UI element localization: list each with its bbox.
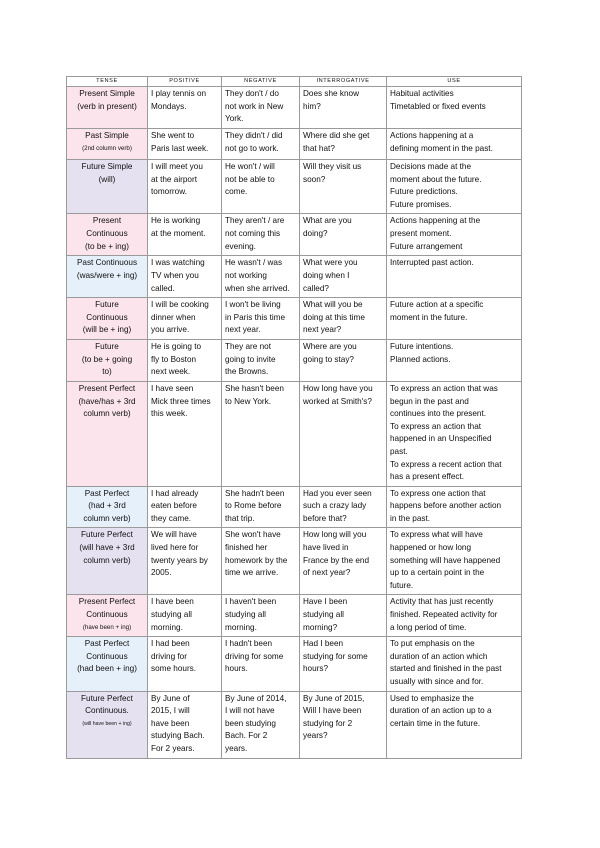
use-line: To express an action that was — [390, 383, 498, 393]
use-line: Future intentions. — [390, 342, 454, 352]
negative-cell — [222, 129, 300, 160]
tense-cell — [67, 691, 148, 758]
table-row — [67, 595, 522, 637]
interrogative-cell — [300, 528, 387, 595]
positive-line: For 2 years. — [151, 743, 195, 753]
use-line: something will have happened — [390, 555, 501, 565]
positive-line: they came. — [151, 513, 192, 523]
tenses-table — [66, 76, 522, 759]
header-negative: NEGATIVE — [222, 77, 300, 87]
header-tense: TENSE — [67, 77, 148, 87]
table-row — [67, 256, 522, 298]
table-row — [67, 381, 522, 486]
positive-cell — [148, 381, 222, 486]
interrogative-line: doing? — [303, 228, 328, 238]
positive-line: 2015, I will — [151, 706, 190, 716]
negative-cell — [222, 256, 300, 298]
use-line: To express an action that — [390, 421, 482, 431]
tense-line: (to be + going — [81, 354, 133, 364]
use-cell — [387, 340, 522, 382]
positive-line: TV when you — [151, 270, 199, 280]
use-line: has a present effect. — [390, 472, 465, 482]
tense-line: Future — [95, 300, 119, 310]
negative-line: He won't / will — [225, 162, 275, 171]
positive-cell — [148, 129, 222, 160]
interrogative-line: such a crazy lady — [303, 501, 367, 511]
tense-cell — [67, 160, 148, 214]
interrogative-cell — [300, 129, 387, 160]
negative-line: going to invite — [225, 354, 276, 364]
use-cell — [387, 381, 522, 486]
positive-line: have been — [151, 718, 190, 728]
table-row — [67, 486, 522, 528]
interrogative-line: called? — [303, 283, 329, 293]
interrogative-line: France by the end — [303, 555, 369, 565]
interrogative-line: Where are you — [303, 342, 357, 352]
negative-line: I will not have — [225, 706, 275, 716]
interrogative-line: What are you — [303, 216, 352, 226]
tense-line: (had been + ing) — [77, 664, 137, 674]
positive-cell — [148, 214, 222, 256]
use-line: Decisions made at the — [390, 162, 472, 171]
interrogative-line: of next year? — [303, 568, 351, 578]
use-cell — [387, 298, 522, 340]
interrogative-line: have lived in — [303, 543, 349, 553]
table-row — [67, 160, 522, 214]
use-line: To put emphasis on the — [390, 639, 475, 649]
positive-line: Mick three times — [151, 396, 211, 406]
interrogative-line: years? — [303, 731, 328, 741]
positive-cell — [148, 691, 222, 758]
tense-cell — [67, 486, 148, 528]
negative-line: time we arrive. — [225, 568, 279, 578]
table-row — [67, 528, 522, 595]
use-line: continues into the present. — [390, 409, 487, 419]
interrogative-line: How long will you — [303, 530, 367, 540]
interrogative-line: next year? — [303, 325, 342, 335]
interrogative-line: before that? — [303, 513, 347, 523]
use-cell — [387, 160, 522, 214]
negative-cell — [222, 160, 300, 214]
table-row — [67, 129, 522, 160]
tense-cell — [67, 87, 148, 129]
negative-line: homework by the — [225, 555, 288, 565]
negative-cell — [222, 528, 300, 595]
interrogative-line: Will I have been — [303, 706, 362, 716]
tense-line: Continuous — [86, 651, 128, 661]
negative-line: to New York. — [225, 396, 271, 406]
negative-line: She won't have — [225, 530, 281, 540]
tense-cell — [67, 528, 148, 595]
use-line: started and finished in the past — [390, 664, 502, 674]
use-line: usually with since and for. — [390, 677, 484, 686]
positive-line: I was watching — [151, 258, 205, 268]
use-line: present moment. — [390, 228, 452, 238]
tense-line: Continuous. — [85, 706, 129, 716]
negative-line: York. — [225, 114, 244, 124]
negative-cell — [222, 595, 300, 637]
negative-line: not coming this — [225, 228, 281, 238]
positive-line: called. — [151, 283, 175, 293]
use-line: happens before another action — [390, 501, 502, 511]
interrogative-cell — [300, 256, 387, 298]
use-line: duration of an action which — [390, 651, 488, 661]
use-cell — [387, 691, 522, 758]
negative-line: not go to work. — [225, 143, 279, 153]
negative-line: morning. — [225, 622, 257, 632]
interrogative-cell — [300, 637, 387, 691]
use-line: up to a certain point in the — [390, 568, 485, 578]
negative-line: evening. — [225, 241, 256, 251]
use-line: in the past. — [390, 513, 431, 523]
table-row — [67, 214, 522, 256]
negative-cell — [222, 214, 300, 256]
use-line: Future action at a specific — [390, 300, 484, 310]
positive-line: Paris last week. — [151, 143, 209, 153]
interrogative-line: How long have you — [303, 383, 373, 393]
tense-line: (to be + ing) — [85, 241, 129, 251]
tense-line: (will have + 3rd — [79, 543, 135, 553]
negative-cell — [222, 637, 300, 691]
positive-line: morning. — [151, 622, 183, 632]
tense-line: column verb) — [83, 513, 131, 523]
negative-line: when she arrived. — [225, 283, 290, 293]
use-line: begun in the past and — [390, 396, 469, 406]
interrogative-line: him? — [303, 101, 321, 111]
positive-line: studying Bach. — [151, 731, 205, 741]
tense-line: Continuous — [86, 312, 128, 322]
tense-line: (have/has + 3rd — [78, 396, 136, 406]
positive-line: tomorrow. — [151, 187, 187, 197]
interrogative-line: What were you — [303, 258, 358, 268]
tense-line: Continuous — [86, 610, 128, 620]
use-line: happened or how long — [390, 543, 472, 553]
tense-line: (will have been + ing) — [82, 720, 132, 727]
tense-line: (was/were + ing) — [76, 270, 138, 280]
interrogative-line: going to stay? — [303, 354, 354, 364]
tense-line: Past Perfect — [84, 639, 130, 649]
interrogative-line: studying for some — [303, 651, 368, 661]
negative-cell — [222, 87, 300, 129]
positive-cell — [148, 298, 222, 340]
positive-cell — [148, 340, 222, 382]
positive-line: lived here for — [151, 543, 199, 553]
negative-cell — [222, 691, 300, 758]
positive-line: you arrive. — [151, 325, 190, 335]
negative-line: They don't / do — [225, 89, 279, 98]
positive-line: at the airport — [151, 174, 197, 184]
tense-line: Past Perfect — [84, 488, 130, 498]
interrogative-line: that hat? — [303, 143, 335, 153]
tense-line: Continuous — [86, 228, 128, 238]
table-row — [67, 637, 522, 691]
tense-line: (verb in present) — [77, 101, 137, 111]
tense-line: (have been + ing) — [82, 623, 132, 631]
negative-line: in Paris this time — [225, 312, 286, 322]
tense-line: Future Simple — [81, 162, 133, 171]
use-line: To express a recent action that — [390, 459, 502, 469]
negative-line: Bach. For 2 — [225, 731, 268, 741]
interrogative-cell — [300, 160, 387, 214]
use-line: Planned actions. — [390, 354, 451, 364]
use-line: Used to emphasize the — [390, 693, 474, 703]
negative-line: next year. — [225, 325, 261, 335]
tense-line: (2nd column verb) — [82, 144, 132, 152]
negative-line: not working — [225, 270, 267, 280]
positive-line: driving for — [151, 651, 187, 661]
tense-line: Future Perfect — [81, 693, 133, 703]
table-row — [67, 298, 522, 340]
positive-line: this week. — [151, 409, 188, 419]
use-line: happened in an Unspecified — [390, 434, 492, 444]
header-use: USE — [387, 77, 522, 87]
positive-line: She went to — [151, 131, 195, 140]
tense-cell — [67, 256, 148, 298]
tense-line: (will be + ing) — [82, 325, 132, 335]
positive-line: I will meet you — [151, 162, 203, 171]
positive-cell — [148, 528, 222, 595]
use-line: Actions happening at the — [390, 216, 481, 226]
use-line: past. — [390, 446, 408, 456]
use-line: certain time in the future. — [390, 718, 481, 728]
use-line: Future predictions. — [390, 187, 458, 197]
tense-line: Present — [92, 216, 122, 226]
tense-cell — [67, 214, 148, 256]
interrogative-line: What will you be — [303, 300, 363, 310]
tense-line: column verb) — [83, 409, 131, 419]
interrogative-line: morning? — [303, 622, 338, 632]
interrogative-line: hours? — [303, 664, 329, 674]
negative-line: They are not — [225, 342, 271, 352]
interrogative-line: soon? — [303, 174, 326, 184]
tense-line: Future — [95, 342, 119, 352]
interrogative-line: studying all — [303, 610, 344, 620]
negative-line: They didn't / did — [225, 131, 283, 140]
positive-cell — [148, 486, 222, 528]
tense-line: Past Simple — [85, 131, 129, 140]
negative-line: driving for some — [225, 651, 284, 661]
tense-cell — [67, 298, 148, 340]
tense-cell — [67, 381, 148, 486]
interrogative-cell — [300, 340, 387, 382]
tense-line: Past Continuous — [76, 258, 138, 268]
use-line: Actions happening at a — [390, 131, 474, 140]
positive-line: at the moment. — [151, 228, 206, 238]
use-line: Habitual activities — [390, 89, 454, 98]
interrogative-line: Had you ever seen — [303, 488, 372, 498]
use-cell — [387, 87, 522, 129]
positive-line: fly to Boston — [151, 354, 197, 364]
interrogative-line: doing when I — [303, 270, 350, 280]
negative-line: to Rome before — [225, 501, 282, 511]
negative-line: been studying — [225, 718, 276, 728]
interrogative-line: By June of 2015, — [303, 693, 365, 703]
positive-line: eaten before — [151, 501, 197, 511]
negative-cell — [222, 340, 300, 382]
tense-line: Present Simple — [79, 89, 135, 98]
negative-line: They aren't / are — [225, 216, 285, 226]
interrogative-cell — [300, 298, 387, 340]
header-positive: POSITIVE — [148, 77, 222, 87]
negative-line: studying all — [225, 610, 266, 620]
use-line: finished. Repeated activity for — [390, 610, 498, 620]
negative-line: not be able to — [225, 174, 275, 184]
interrogative-line: Will they visit us — [303, 162, 362, 171]
positive-line: dinner when — [151, 312, 196, 322]
use-line: To express what will have — [390, 530, 483, 540]
negative-line: By June of 2014, — [225, 693, 287, 703]
interrogative-line: Have I been — [303, 597, 348, 607]
table-row — [67, 340, 522, 382]
positive-line: next week. — [151, 367, 191, 377]
header-row — [67, 77, 522, 87]
use-line: Activity that has just recently — [390, 597, 494, 607]
use-cell — [387, 595, 522, 637]
interrogative-line: Does she know — [303, 89, 359, 98]
positive-line: 2005. — [151, 568, 172, 578]
negative-cell — [222, 381, 300, 486]
negative-line: not work in New — [225, 101, 284, 111]
negative-line: She hadn't been — [225, 488, 285, 498]
positive-cell — [148, 595, 222, 637]
negative-cell — [222, 298, 300, 340]
positive-line: some hours. — [151, 664, 197, 674]
interrogative-cell — [300, 691, 387, 758]
use-line: Timetabled or fixed events — [390, 101, 486, 111]
tense-cell — [67, 340, 148, 382]
interrogative-cell — [300, 595, 387, 637]
table-body — [67, 87, 522, 759]
negative-line: finished her — [225, 543, 268, 553]
use-line: moment in the future. — [390, 312, 468, 322]
interrogative-cell — [300, 214, 387, 256]
positive-line: I have seen — [151, 383, 194, 393]
negative-line: She hasn't been — [225, 383, 284, 393]
use-line: future. — [390, 580, 414, 590]
negative-line: the Browns. — [225, 367, 269, 377]
tense-line: Present Perfect — [78, 597, 136, 607]
positive-line: By June of — [151, 693, 190, 703]
interrogative-line: studying for 2 — [303, 718, 353, 728]
positive-line: I play tennis on — [151, 89, 207, 98]
table-row — [67, 691, 522, 758]
interrogative-line: doing at this time — [303, 312, 365, 322]
interrogative-cell — [300, 87, 387, 129]
negative-line: years. — [225, 743, 248, 753]
header-interrogative: INTERROGATIVE — [300, 77, 387, 87]
interrogative-cell — [300, 486, 387, 528]
positive-line: twenty years by — [151, 555, 208, 565]
tense-line: (had + 3rd — [88, 501, 126, 511]
positive-line: I will be cooking — [151, 300, 209, 310]
use-cell — [387, 528, 522, 595]
use-line: a long period of time. — [390, 622, 467, 632]
negative-line: hours. — [225, 664, 248, 674]
negative-line: He wasn't / was — [225, 258, 283, 268]
positive-line: He is working — [151, 216, 201, 226]
negative-line: I won't be living — [225, 300, 281, 310]
tense-cell — [67, 637, 148, 691]
use-line: Future promises. — [390, 199, 452, 209]
use-cell — [387, 486, 522, 528]
positive-line: We will have — [151, 530, 197, 540]
tense-line: (will) — [98, 174, 116, 184]
negative-cell — [222, 486, 300, 528]
interrogative-cell — [300, 381, 387, 486]
interrogative-line: Where did she get — [303, 131, 370, 140]
negative-line: that trip. — [225, 513, 255, 523]
positive-line: I had already — [151, 488, 199, 498]
tense-line: Present Perfect — [78, 383, 136, 393]
use-line: duration of an action up to a — [390, 706, 492, 716]
table-row — [67, 87, 522, 129]
tense-line: to) — [102, 367, 112, 377]
positive-line: He is going to — [151, 342, 202, 352]
tense-cell — [67, 595, 148, 637]
use-line: defining moment in the past. — [390, 143, 493, 153]
use-line: moment about the future. — [390, 174, 482, 184]
use-line: Interrupted past action. — [390, 258, 474, 268]
tense-cell — [67, 129, 148, 160]
use-cell — [387, 214, 522, 256]
positive-line: I have been — [151, 597, 194, 607]
negative-line: I haven't been — [225, 597, 277, 607]
tense-line: column verb) — [83, 555, 131, 565]
positive-cell — [148, 160, 222, 214]
use-line: To express one action that — [390, 488, 486, 498]
negative-line: come. — [225, 187, 248, 197]
use-cell — [387, 129, 522, 160]
interrogative-line: worked at Smith's? — [303, 396, 372, 406]
interrogative-line: Had I been — [303, 639, 344, 649]
negative-line: I hadn't been — [225, 639, 273, 649]
positive-cell — [148, 87, 222, 129]
use-line: Future arrangement — [390, 241, 463, 251]
positive-line: I had been — [151, 639, 190, 649]
use-cell — [387, 637, 522, 691]
positive-cell — [148, 256, 222, 298]
positive-cell — [148, 637, 222, 691]
positive-line: Mondays. — [151, 101, 187, 111]
tense-line: Future Perfect — [81, 530, 133, 540]
positive-line: studying all — [151, 610, 192, 620]
use-cell — [387, 256, 522, 298]
